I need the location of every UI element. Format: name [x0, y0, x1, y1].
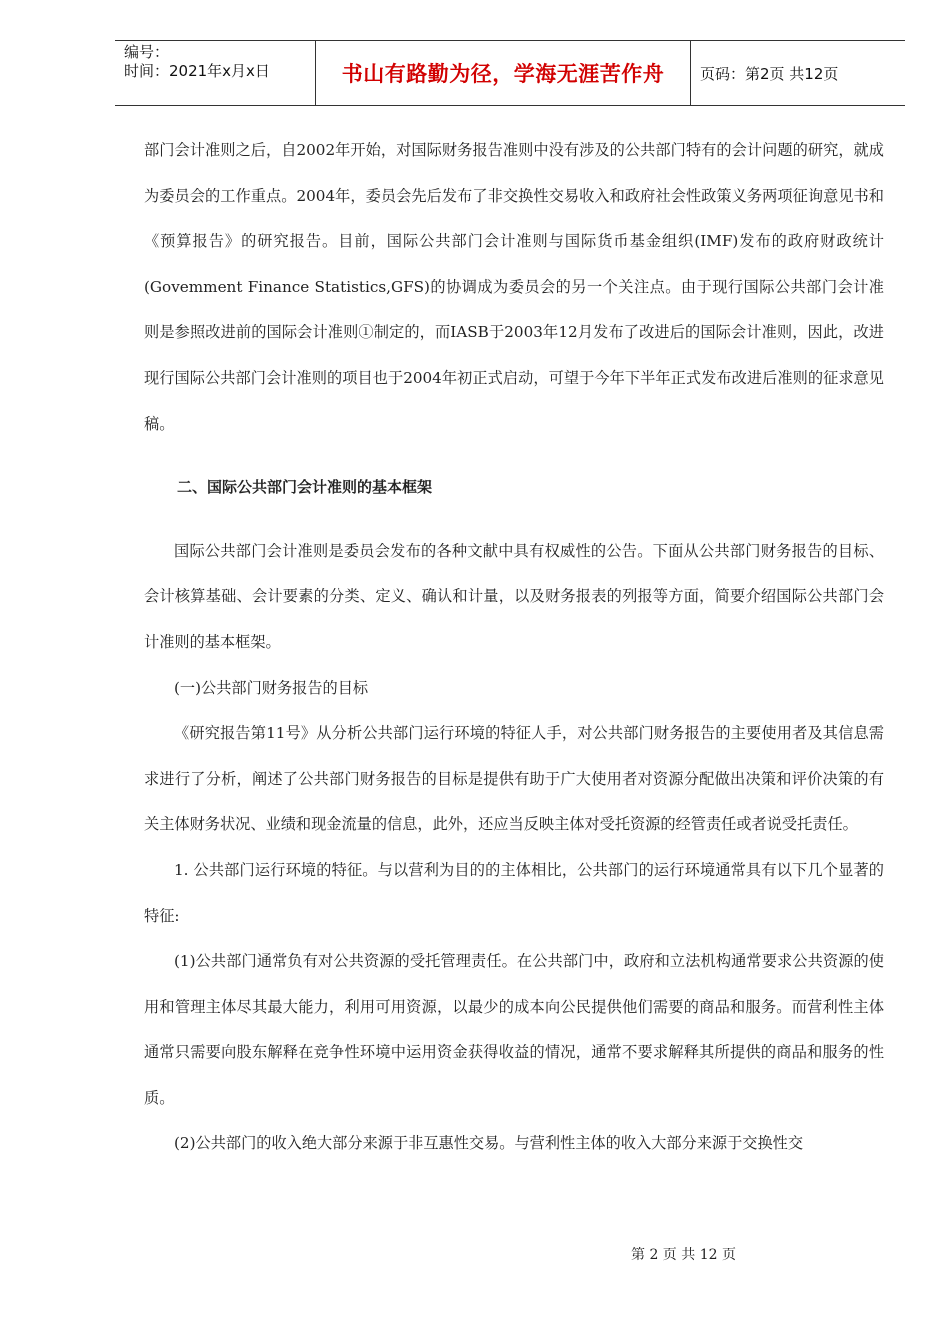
header-meta	[115, 41, 316, 105]
document-body	[144, 128, 884, 1167]
paragraph-1: 部门会计准则之后，自2002年开始，对国际财务报告准则中没有涉及的公共部门特有的会计问题的研究，就成为委员会的工作重点。2004年，委员会先后发布了非交换性交易收入和政府社会性政策义务两项征询意见书和《预算报告》的研究报告。目前，国际公共部门会计准则与国际货币基金组织(IMF)发布的政府财政统计(Govemment Finance Statistics,GFS)的协调成为委员会的另一个关注点。由于现行国际公共部门会计准则是参照改进前的国际会计准则①制定的，而IASB于2003年12月发布了改进后的国际会计准则，因此，改进现行国际公共部门会计准则的项目也于2004年初正式启动，可望于今年下半年正式发布改进后准则的征求意见稿。	[144, 141, 884, 433]
paragraph-4: 1. 公共部门运行环境的特征。与以营利为目的的主体相比，公共部门的运行环境通常具有以下几个显著的特征:	[144, 860, 884, 925]
paragraph-3: 《研究报告第11号》从分析公共部门运行环境的特征人手，对公共部门财务报告的主要使用者及其信息需求进行了分析，阐述了公共部门财务报告的目标是提供有助于广大使用者对资源分配做出决策和评价决策的有关主体财务状况、业绩和现金流量的信息，此外，还应当反映主体对受托资源的经管责任或者说受托责任。	[144, 724, 884, 834]
page-header	[115, 40, 905, 106]
paragraph-2: 国际公共部门会计准则是委员会发布的各种文献中具有权威性的公告。下面从公共部门财务报告的目标、会计核算基础、会计要素的分类、定义、确认和计量，以及财务报表的列报等方面，简要介绍国际公共部门会计准则的基本框架。	[144, 541, 884, 651]
section-heading: 二、国际公共部门会计准则的基本框架	[177, 478, 433, 497]
paragraph-5: (1)公共部门通常负有对公共资源的受托管理责任。在公共部门中，政府和立法机构通常要求公共资源的使用和管理主体尽其最大能力，利用可用资源，以最少的成本向公民提供他们需要的商品和服务。而营利性主体通常只需要向股东解释在竞争性环境中运用资金获得收益的情况，通常不要求解释其所提供的商品和服务的性质。	[144, 952, 884, 1107]
number-label: 编号：	[124, 43, 170, 61]
header-page-cell	[691, 41, 905, 105]
time-label: 时间：2021年x月x日	[124, 62, 270, 80]
motto: 书山有路勤为径，学海无涯苦作舟	[341, 62, 665, 86]
subheading-1: (一)公共部门财务报告的目标	[174, 678, 369, 697]
paragraph-6: (2)公共部门的收入绝大部分来源于非互惠性交易。与营利性主体的收入大部分来源于交换性交	[174, 1134, 804, 1153]
footer-page-number: 第 2 页 共 12 页	[631, 1247, 736, 1263]
header-motto-cell	[316, 41, 691, 105]
page-label: 页码：第2页 共12页	[700, 64, 839, 83]
